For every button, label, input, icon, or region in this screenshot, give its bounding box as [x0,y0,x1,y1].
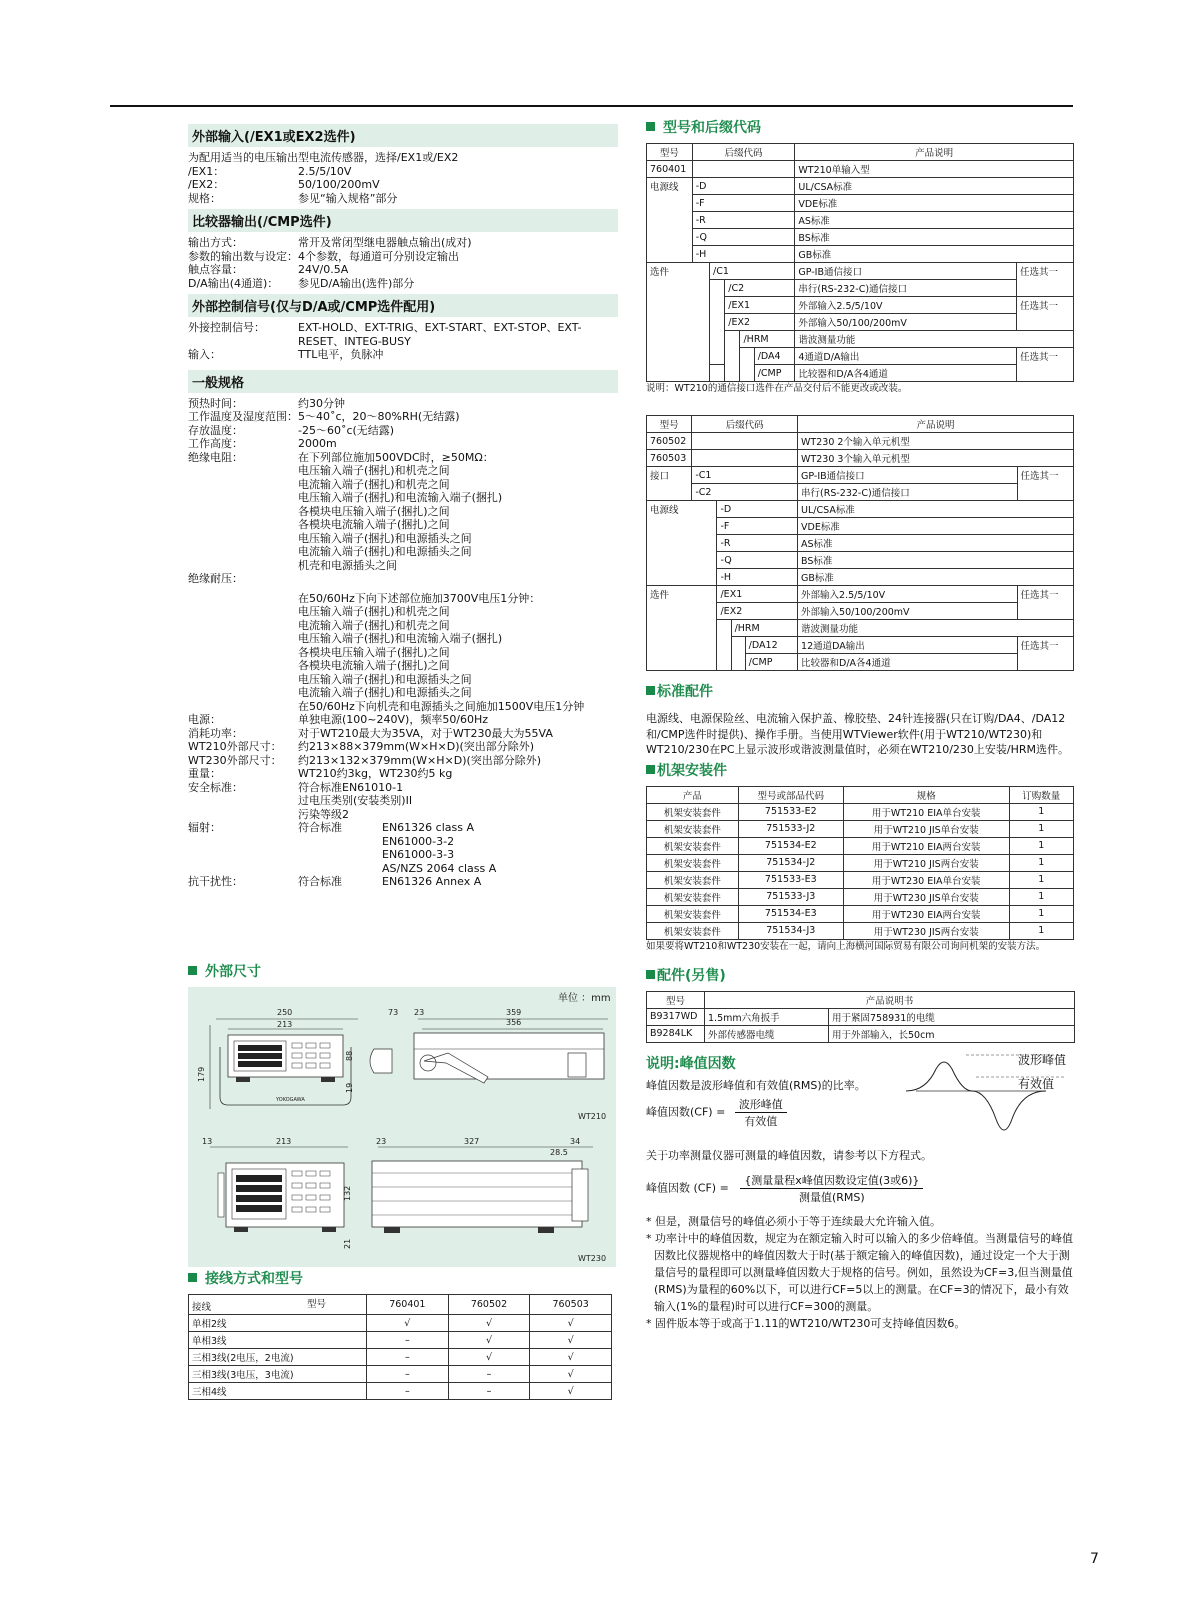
wiring-row [189,1332,612,1349]
parts-cell: 外部传感器电缆 [705,1025,829,1042]
withstand-item: 电流输入端子(捆扎)和机壳之间 [298,618,450,632]
comparator-row-value: 24V/0.5A [298,263,349,276]
wiring-cell: – [367,1332,449,1349]
crest-note: * 但是，测量信号的峰值必须小于等于连续最大允许输入值。 [646,1215,941,1228]
dimensions-section [188,955,618,1267]
general-spec-row-value: 5～40˚c，20～80%RH(无结露) [298,410,460,423]
ext-control-row-key: 外接控制信号： [188,321,265,334]
general-spec-row-key: 工作温度及湿度范围： [188,410,298,423]
ext-input-row [188,192,618,206]
svg-text:13: 13 [202,1137,213,1146]
insulation-item: 电流输入端子(捆扎)和机壳之间 [298,477,450,491]
dimensions-drawing [188,987,616,1267]
rack-row [647,837,1074,854]
wiring-row [189,1349,612,1366]
emission-item: EN61000-3-2 [382,834,455,848]
rack-row [647,905,1074,922]
wiring-cell: √ [367,1315,449,1332]
general-spec-row-key: 电源： [188,713,221,726]
immunity-row: 抗干扰性： 符合标准 EN61326 Annex A [188,875,482,888]
general-spec-row [188,397,618,411]
rack-header: 产品 [647,786,739,803]
rack-cell: 1 [1009,803,1073,820]
svg-text:73: 73 [388,1008,399,1017]
wiring-section [188,1262,612,1400]
rack-cell: 1 [1009,854,1073,871]
svg-text:23: 23 [414,1008,425,1017]
rack-cell: 机架安装套件 [647,922,739,939]
parts-row [647,1008,1075,1025]
general-spec-row [188,713,618,727]
left-column [188,120,618,889]
wiring-name: 三相3线(3电压，3电流) [189,1366,367,1383]
svg-text:28.5: 28.5 [550,1148,568,1157]
wiring-row [189,1315,612,1332]
unit-label: 单位 ：mm [558,993,611,1004]
insulation-item: 电压输入端子(捆扎)和电流输入端子(捆扎) [298,491,503,504]
ext-input-row-key: /EX1： [188,164,225,178]
comparator-row-key: 参数的输出数与设定： [188,249,298,263]
general-spec-row-key: 消耗功率： [188,726,243,740]
parts-title: 配件(另售) [646,965,1074,985]
svg-text:WT230: WT230 [578,1254,607,1263]
general-spec-row-key: 预热时间： [188,396,243,410]
wiring-cell: √ [530,1366,612,1383]
ext-input-intro: 为配用适当的电压输出型电流传感器，选择/EX1或/EX2 [188,151,459,164]
rack-cell: 1 [1009,922,1073,939]
comparator-row-key: 输出方式： [188,236,243,249]
wiring-row [189,1366,612,1383]
svg-text:YOKOGAWA: YOKOGAWA [276,1097,305,1103]
rack-header: 型号或部品代码 [738,786,843,803]
rack-cell: 机架安装套件 [647,820,739,837]
general-spec-row [188,740,618,754]
general-spec-row-key [188,808,298,822]
ext-input-row [188,178,618,192]
withstand-item: 各模块电压输入端子(捆扎)之间 [298,645,450,659]
emission-item: EN61000-3-3 [382,848,455,861]
peak-label: 波形峰值 [1018,1052,1067,1067]
wiring-cell: √ [530,1383,612,1400]
wiring-cell: √ [448,1349,530,1366]
general-spec-row-key: 重量： [188,767,221,780]
svg-text:356: 356 [506,1018,522,1027]
ext-input-row-key: 规格： [188,191,221,205]
svg-text:WT210: WT210 [578,1112,607,1121]
comparator-row [188,236,618,250]
rack-table [646,786,1074,940]
parts-cell: 用于外部输入，长50cm [829,1025,1075,1042]
section-ext-input-title: 外部输入(/EX1或EX2选件) [188,124,618,147]
parts-table: 型号 产品说明书 B9317WD 1.5mm六角扳手 用于紧固758931的电缆 B9284LK 外部传感器电缆 用于外部输入，长50cm [646,991,1075,1043]
general-spec-row-value: -25～60˚c(无结露) [298,423,395,437]
right-column [646,117,1074,1332]
comparator-row-key: D/A输出(4通道)： [188,276,279,290]
rack-cell: 751533-E3 [738,871,843,888]
wiring-name: 单相2线 [189,1315,367,1332]
rack-cell: 751534-E3 [738,905,843,922]
emission-row: 辐射： 符合标准 EN61326 class A [188,821,474,834]
general-spec-row [188,437,618,451]
wiring-cell: √ [448,1332,530,1349]
crest-note: * 固件版本等于或高于1.11的WT210/WT230可支持峰值因数6。 [646,1317,966,1330]
general-spec-row-key: WT210外部尺寸： [188,740,282,753]
rack-cell: 751534-J2 [738,854,843,871]
general-spec-row-key [188,794,298,808]
ext-input-row-key: /EX2： [188,178,225,191]
svg-text:213: 213 [276,1137,292,1146]
comparator-row-value: 参见D/A输出(选件)部分 [298,276,415,290]
accessories-text: 电源线、电源保险丝、电流输入保护盖、橡胶垫、24针连接器(只在订购/DA4、/DA12和/CMP选件时提供)、操作手册。当使用WTViewer软件(用于WT210/WT230)和WT210/230在PC上显示波形或谐波测量值时，必须在WT210/230上安装/HRM选件。 [646,712,1070,756]
svg-text:21: 21 [343,1238,352,1249]
wiring-name: 单相3线 [189,1332,367,1349]
insulation-item: 各模块电流输入端子(捆扎)之间 [298,518,450,531]
dimension-drawing-svg [188,987,616,1267]
insulation-item: 机壳和电源插头之间 [298,558,397,572]
svg-text:359: 359 [506,1008,522,1017]
ext-input-row-value: 50/100/200mV [298,178,380,191]
crest-line1: 峰值因数是波形峰值和有效值(RMS)的比率。 [646,1078,866,1092]
rack-header: 订购数量 [1009,786,1073,803]
parts-cell: 1.5mm六角扳手 [705,1008,829,1025]
wiring-cell: √ [530,1332,612,1349]
svg-text:19: 19 [345,1082,354,1093]
general-spec-row-key: 绝缘电阻： [188,450,243,464]
rack-note: 如果要将WT210和WT230安装在一起，请向上海横河国际贸易有限公司询问机架的安装方法。 [646,940,1046,952]
general-spec-row-value: 2000m [298,437,337,450]
withstand-item: 电压输入端子(捆扎)和电源插头之间 [298,672,472,686]
emission-item: AS/NZS 2064 class A [382,861,497,875]
general-spec-row [188,781,618,795]
withstand-intro: 在50/60Hz下向下述部位施加3700V电压1分钟： [298,591,541,605]
wiring-cell: – [367,1349,449,1366]
insulation-item: 各模块电压输入端子(捆扎)之间 [298,504,450,518]
rack-cell: 用于WT230 JIS两台安装 [843,922,1009,939]
wiring-name: 三相3线(2电压，2电流) [189,1349,367,1366]
comparator-row [188,277,618,291]
svg-text:250: 250 [277,1008,293,1017]
general-spec-row-value: 在下列部位施加500VDC时，≥50MΩ： [298,450,494,464]
general-spec-row-key: WT230外部尺寸： [188,753,282,767]
general-spec-row [188,754,618,768]
general-spec-row [188,808,618,822]
general-spec-row-value: 约213×132×379mm(W×H×D)(突出部分除外) [298,753,542,767]
svg-text:132: 132 [343,1185,352,1201]
cf2-formula: 峰值因数 (CF) = $\frac{\text{\{测量量程x峰值因数设定值(3或6)\}}}{\text{测量值(RMS)}}$ [646,1172,1074,1205]
rack-row [647,888,1074,905]
rack-cell: 1 [1009,905,1073,922]
ext-control-row-key: 输入： [188,348,221,361]
svg-text:213: 213 [277,1020,293,1029]
models-table-wt210: 型号 后缀代码 产品说明 760401 WT210单输入型 电源线 -D UL/CSA标准 -F VDE标准 -R AS标准 -Q BS标准 -H GB标准 选件 /C1 GP-IB通信接口 任选其一 /C2 串行(RS-232-C)通信接口 /EX1 外部输入2.5/5/10V 任选其一 /EX2 外部输入50/100/200mV /HRM 谐波测量功能 /DA4 4通道D/A输出 任选其一 /CMP 比较器和D/A各4通道 [646,143,1074,382]
ext-input-row-value: 2.5/5/10V [298,164,352,178]
comparator-row-key: 触点容量： [188,263,243,276]
comparator-row-value: 4个参数，每通道可分别设定输出 [298,249,459,263]
svg-text:88: 88 [345,1050,354,1061]
general-spec-row-value: 约30分钟 [298,396,345,410]
insulation-item: 电压输入端子(捆扎)和电源插头之间 [298,531,472,545]
rack-cell: 用于WT230 EIA单台安装 [843,871,1009,888]
svg-text:179: 179 [197,1066,206,1082]
rack-cell: 用于WT230 JIS单台安装 [843,888,1009,905]
cf-formula: 峰值因数(CF) = $\frac{\text{波形峰值}}{\text{有效值}}$ [646,1096,1074,1129]
insulation-item: 电压输入端子(捆扎)和机壳之间 [298,464,450,477]
parts-cell: 用于紧固758931的电缆 [829,1008,1075,1025]
general-spec-row-value: 单独电源(100~240V)，频率50/60Hz [298,713,489,726]
rack-row [647,854,1074,871]
accessories-title: 标准配件 [646,681,1074,701]
ext-control-row-value: EXT-HOLD、EXT-TRIG、EXT-START、EXT-STOP、EXT-RESET、INTEG-BUSY [298,321,582,348]
wiring-cell: – [367,1366,449,1383]
general-spec-row [188,727,618,741]
rack-cell: 751533-E2 [738,803,843,820]
general-spec-row [188,451,618,465]
parts-cell: B9284LK [647,1025,705,1042]
general-spec-row-value: 符合标准EN61010-1 [298,780,404,794]
wiring-row [189,1383,612,1400]
wiring-title: 接线方式和型号 [188,1268,612,1288]
rack-row [647,871,1074,888]
general-spec-row-value: 对于WT210最大为35VA，对于WT230最大为55VA [298,726,553,740]
section-general-title: 一般规格 [188,370,618,393]
rack-cell: 机架安装套件 [647,803,739,820]
rack-cell: 用于WT230 EIA两台安装 [843,905,1009,922]
insulation-item: 电流输入端子(捆扎)和电源插头之间 [298,545,472,558]
parts-cell: B9317WD [647,1008,705,1025]
general-spec-row-value: 约213×88×379mm(W×H×D)(突出部分除外) [298,740,535,753]
rack-header: 规格 [843,786,1009,803]
comparator-row [188,263,618,277]
wiring-cell: – [448,1366,530,1383]
general-spec-row-key: 工作高度： [188,437,243,450]
section-ext-control-title: 外部控制信号(仅与D/A或/CMP选件配用) [188,294,618,317]
models-title: 型号和后缀代码 [646,117,1074,137]
svg-text:327: 327 [464,1137,480,1146]
ext-control-row [188,321,618,348]
general-spec-row [188,424,618,438]
top-rule [110,105,1073,107]
models-table-wt230: 型号 后缀代码 产品说明 760502 WT230 2个输入单元机型 760503 WT230 3个输入单元机型 接口 -C1 GP-IB通信接口 任选其一 -C2 串行(RS-232-C)通信接口 电源线 -D UL/CSA标准 -F VDE标准 -R AS标准 -Q BS标准 -H GB标准 选件 /EX1 外部输入2.5/5/10V 任选其一 /EX2 外部输入50/100/200mV /HRM 谐波测量功能 /DA12 12通道DA输出 任选其一 /CMP 比较器和D/A各4通道 [646,415,1074,671]
wt230-side-body [372,1161,582,1227]
svg-text:23: 23 [376,1137,387,1146]
ext-control-row-value: TTL电平，负脉冲 [298,348,384,361]
rack-cell: 751534-E2 [738,837,843,854]
withstand-item: 各模块电流输入端子(捆扎)之间 [298,659,450,672]
svg-text:34: 34 [570,1137,581,1146]
page-number: 7 [1090,1551,1099,1567]
rack-cell: 1 [1009,820,1073,837]
comparator-row-value: 常开及常闭型继电器触点输出(成对) [298,236,472,249]
wiring-model-header: 760401 [367,1295,449,1315]
rms-label: 有效值 [1018,1076,1055,1091]
crest-block [646,1053,1074,1143]
rack-cell: 用于WT210 EIA单台安装 [843,803,1009,820]
comparator-row [188,250,618,264]
withstand-item: 电压输入端子(捆扎)和机壳之间 [298,605,450,618]
general-spec-row-key: 安全标准： [188,780,243,794]
wiring-model-header: 760503 [530,1295,612,1315]
parts-row [647,1025,1075,1042]
crest-note: * 功率计中的峰值因数，规定为在额定输入时可以输入的多少倍峰值。当测量信号的峰值因数比仪器规格中的峰值因数大于时(基于额定输入的峰值因数)，通过设定一个大于测量信号的量程即可以测量峰值因数大于规格的信号。例如，虽然设为CF=3,但当测量值(RMS)为量程的60%以下，可以进行CF=5以上的测量。在CF=3的情况下，最小有效输入(1%的量程)时可以进行CF=300的测量。 [646,1232,1073,1313]
rack-cell: 1 [1009,871,1073,888]
models-note: 说明：WT210的通信接口选件在产品交付后不能更改或改装。 [646,383,908,394]
wiring-name: 三相4线 [189,1383,367,1400]
rack-cell: 751533-J2 [738,820,843,837]
withstand-item: 电压输入端子(捆扎)和电流输入端子(捆扎) [298,632,503,645]
withstand-row: 绝缘耐压： [188,572,243,585]
wiring-cell: – [448,1383,530,1400]
dimensions-title: 外部尺寸 [188,961,618,981]
wiring-cell: √ [448,1315,530,1332]
rack-row [647,922,1074,939]
wiring-cell: – [367,1383,449,1400]
rack-cell: 1 [1009,837,1073,854]
rack-cell: 机架安装套件 [647,888,739,905]
general-spec-row-value: 污染等级2 [298,807,349,821]
general-spec-row [188,767,618,781]
wiring-cell: √ [530,1315,612,1332]
general-spec-row-key: 存放温度： [188,423,243,437]
ext-control-row [188,348,618,362]
rack-row [647,820,1074,837]
general-spec-row-value: WT210约3kg，WT230约5 kg [298,767,453,780]
general-spec-row-value: 过电压类别(安装类别)II [298,794,413,807]
rack-cell: 机架安装套件 [647,854,739,871]
crest-title: 说明:峰值因数 [646,1055,736,1072]
section-comparator-title: 比较器输出(/CMP选件) [188,209,618,232]
wiring-table [188,1294,612,1400]
rack-row [647,803,1074,820]
rack-cell: 751533-J3 [738,888,843,905]
wiring-cell: √ [530,1349,612,1366]
crest-ref: 关于功率测量仪器可测量的峰值因数，请参考以下方程式。 [646,1148,932,1162]
rack-cell: 用于WT210 JIS单台安装 [843,820,1009,837]
general-spec-row [188,410,618,424]
rack-title: 机架安装件 [646,760,1074,780]
withstand-item: 电流输入端子(捆扎)和电源插头之间 [298,686,472,699]
ext-input-row-value: 参见“输入规格”部分 [298,191,398,205]
rack-cell: 机架安装套件 [647,905,739,922]
rack-cell: 机架安装套件 [647,837,739,854]
rack-cell: 机架安装套件 [647,871,739,888]
wiring-corner-cell: 型号 接线 [189,1295,367,1315]
wiring-model-header: 760502 [448,1295,530,1315]
ext-input-row [188,165,618,179]
rack-cell: 用于WT210 EIA两台安装 [843,837,1009,854]
general-spec-row [188,794,618,808]
rack-cell: 751534-J3 [738,922,843,939]
withstand-item: 在50/60Hz下向机壳和电源插头之间施加1500V电压1分钟 [298,699,585,713]
rack-cell: 1 [1009,888,1073,905]
rack-cell: 用于WT210 JIS两台安装 [843,854,1009,871]
